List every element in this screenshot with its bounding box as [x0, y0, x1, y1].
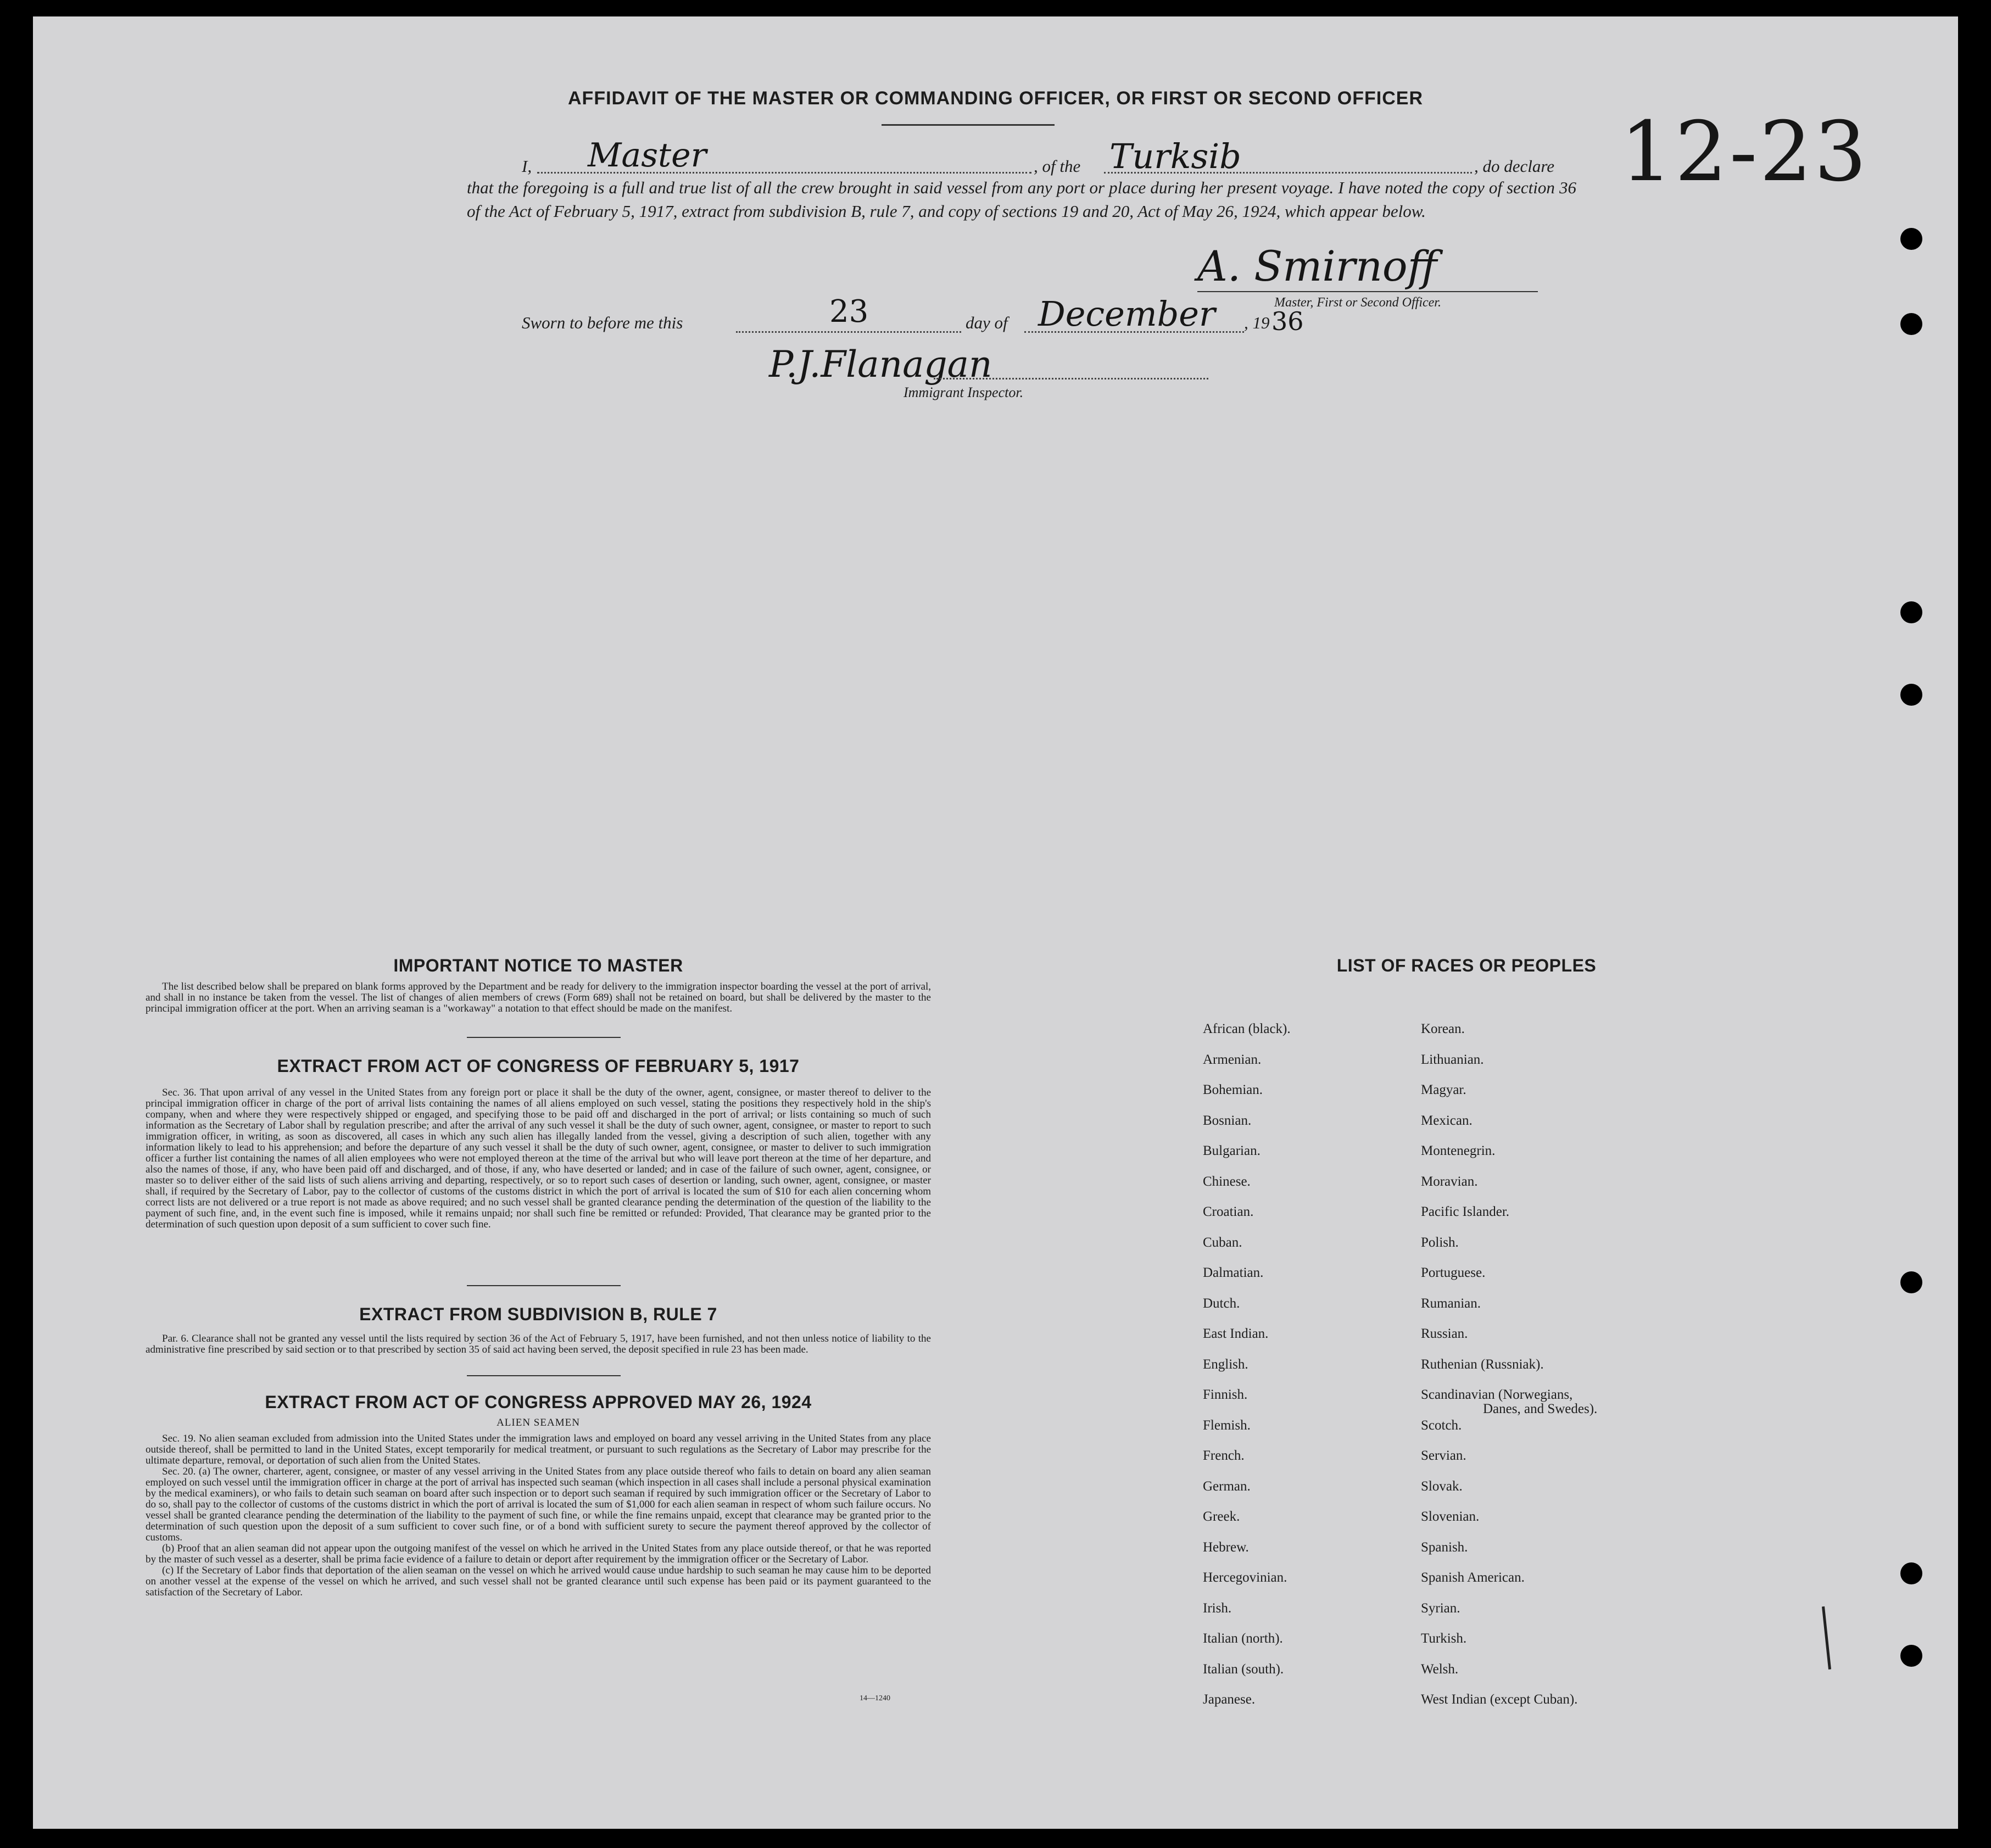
- extract-1917-rule: [467, 1285, 621, 1286]
- binder-hole: [1900, 1645, 1922, 1667]
- alien-seamen-subtitle: ALIEN SEAMEN: [497, 1417, 580, 1428]
- notice-rule: [467, 1037, 621, 1038]
- race-item: Magyar.: [1421, 1082, 1466, 1097]
- race-item: French.: [1203, 1448, 1245, 1463]
- race-item: Flemish.: [1203, 1417, 1251, 1433]
- race-item: German.: [1203, 1478, 1251, 1494]
- of-the-label: , of the: [1034, 157, 1081, 176]
- race-item: Italian (south).: [1203, 1661, 1284, 1677]
- race-item: West Indian (except Cuban).: [1421, 1692, 1578, 1707]
- race-item: Spanish.: [1421, 1539, 1468, 1555]
- sworn-prefix: Sworn to before me this: [522, 313, 683, 332]
- inspector-line: [934, 378, 1208, 379]
- handwritten-year: 36: [1271, 306, 1304, 336]
- race-item: Dutch.: [1203, 1296, 1240, 1311]
- binder-hole: [1900, 684, 1922, 706]
- i-label: I,: [522, 157, 532, 176]
- extract-1924-title: EXTRACT FROM ACT OF CONGRESS APPROVED MAY 26, 1924: [265, 1392, 812, 1412]
- notice-text: The list described below shall be prepared on blank forms approved by the Department and be ready for delivery to the immigration inspector boarding the vessel at the port of arrival, and shall in no instance be taken from the vessel. The list of changes of alien members of crews (Form 689) shall not be retained on board, but shall be delivered by the master to the principal immigration officer at the port. When an arriving seaman is a "workaway" a notation to that effect should be made on the manifest.: [146, 981, 931, 1014]
- race-item: African (black).: [1203, 1021, 1291, 1036]
- day-line: [736, 331, 961, 333]
- handwritten-day: 23: [829, 294, 869, 330]
- race-item: Polish.: [1421, 1235, 1459, 1250]
- notice-title: IMPORTANT NOTICE TO MASTER: [393, 956, 683, 975]
- race-item: Russian.: [1421, 1326, 1468, 1341]
- year-prefix: , 19: [1244, 313, 1270, 332]
- sec-20b: (b) Proof that an alien seaman did not appear upon the outgoing manifest of the vessel on which he arrived in the United States from any place outside thereof, or that he was reported by the master of such vessel as a deserter, shall be prima facie evidence of a failure to detain or deport after requirement by the immigration officer or the Secretary of Labor.: [146, 1543, 931, 1565]
- race-item: Scotch.: [1421, 1417, 1462, 1433]
- race-item: English.: [1203, 1356, 1248, 1372]
- sec-19: Sec. 19. No alien seaman excluded from admission into the United States under the immigration laws and employed on board any vessel arriving in the United States from any place outside thereof, shall be permitted to land in the United States, except temporarily for medical treatment, or pursuant to such regulations as the Secretary of Labor may prescribe for the ultimate departure, removal, or deportation of such alien from the United States.: [146, 1433, 931, 1466]
- race-item: Hebrew.: [1203, 1539, 1249, 1555]
- race-item: Hercegovinian.: [1203, 1570, 1287, 1585]
- race-item: Slovak.: [1421, 1478, 1463, 1494]
- race-item: Portuguese.: [1421, 1265, 1486, 1280]
- race-item: Bosnian.: [1203, 1113, 1252, 1128]
- affidavit-title: AFFIDAVIT OF THE MASTER OR COMMANDING OFFICER, OR FIRST OR SECOND OFFICER: [568, 88, 1423, 109]
- race-item: Spanish American.: [1421, 1570, 1525, 1585]
- handwritten-page-number: 12-23: [1620, 104, 1869, 200]
- race-item: Bulgarian.: [1203, 1143, 1261, 1158]
- race-item: Lithuanian.: [1421, 1052, 1484, 1067]
- binder-hole: [1900, 228, 1922, 250]
- do-declare-label: , do declare: [1474, 157, 1555, 176]
- extract-rule7-rule: [467, 1375, 621, 1376]
- race-item: Chinese.: [1203, 1174, 1251, 1189]
- handwritten-vessel: Turksib: [1109, 136, 1241, 176]
- race-item: Bohemian.: [1203, 1082, 1263, 1097]
- race-item: Armenian.: [1203, 1052, 1262, 1067]
- race-item: Japanese.: [1203, 1692, 1256, 1707]
- title-rule: [882, 124, 1055, 126]
- race-item: Scandinavian (Norwegians,: [1421, 1387, 1573, 1402]
- binder-hole: [1900, 601, 1922, 623]
- inspector-caption: Immigrant Inspector.: [904, 384, 1024, 400]
- extract-1917-title: EXTRACT FROM ACT OF CONGRESS OF FEBRUARY 5, 1917: [277, 1056, 800, 1076]
- binder-hole: [1900, 313, 1922, 335]
- pencil-mark: [1822, 1606, 1831, 1670]
- signature-line: [1197, 291, 1538, 292]
- day-of-label: day of: [966, 313, 1008, 332]
- affidavit-body: that the foregoing is a full and true list of all the crew brought in said vessel from any port or place during her present voyage. I have noted the copy of section 36 of the Act of February 5, 1917, extract from subdivision B, rule 7, and copy of sections 19 and 20, Act of May 26, 1924, which appear below.: [467, 178, 1576, 221]
- races-title: LIST OF RACES OR PEOPLES: [1336, 956, 1597, 975]
- extract-rule7-text: Par. 6. Clearance shall not be granted any vessel until the lists required by section 36 of the Act of February 5, 1917, have been furnished, and not then unless notice of liability to the administrative fine prescribed by said section or to that prescribed by section 35 of said act having been served, the deposit specified in rule 23 has been made.: [146, 1333, 931, 1355]
- extract-rule7-title: EXTRACT FROM SUBDIVISION B, RULE 7: [359, 1304, 717, 1324]
- race-item: Korean.: [1421, 1021, 1465, 1036]
- race-item: Mexican.: [1421, 1113, 1473, 1128]
- race-item: Servian.: [1421, 1448, 1466, 1463]
- race-item: Pacific Islander.: [1421, 1204, 1510, 1219]
- race-item: Slovenian.: [1421, 1509, 1480, 1524]
- race-item: Greek.: [1203, 1509, 1240, 1524]
- race-item: Cuban.: [1203, 1235, 1242, 1250]
- race-item: Ruthenian (Russniak).: [1421, 1356, 1544, 1372]
- race-item: Syrian.: [1421, 1600, 1460, 1616]
- race-item: Dalmatian.: [1203, 1265, 1264, 1280]
- document-page: [33, 16, 1958, 1829]
- inspector-signature: P.J.Flanagan: [769, 343, 992, 386]
- sec-20c: (c) If the Secretary of Labor finds that deportation of the alien seaman on the vessel on which he arrived would cause undue hardship to such seaman he may cause him to be deported on another vessel at the expense of the vessel on which he arrived, and such vessel shall not be granted clearance until such expense has been paid or its payment guaranteed to the satisfaction of the Secretary of Labor.: [146, 1565, 931, 1598]
- race-item: Finnish.: [1203, 1387, 1248, 1402]
- binder-hole: [1900, 1562, 1922, 1584]
- race-item: Rumanian.: [1421, 1296, 1481, 1311]
- race-scandinavian-continued: Danes, and Swedes).: [1483, 1402, 1598, 1416]
- handwritten-rank: Master: [588, 136, 707, 175]
- master-signature: A. Smirnoff: [1197, 242, 1437, 291]
- race-item: Turkish.: [1421, 1631, 1467, 1646]
- officer-caption: Master, First or Second Officer.: [1274, 295, 1441, 310]
- binder-hole: [1900, 1271, 1922, 1293]
- race-item: Welsh.: [1421, 1661, 1459, 1677]
- race-item: Croatian.: [1203, 1204, 1254, 1219]
- race-item: Montenegrin.: [1421, 1143, 1496, 1158]
- race-item: Irish.: [1203, 1600, 1232, 1616]
- extract-1917-text: Sec. 36. That upon arrival of any vessel in the United States from any foreign port or place it shall be the duty of the owner, agent, consignee, or master thereof to deliver to the principal immigration officer in charge of the port of arrival lists containing the names of all aliens employed on such vessel, stating the positions they respectively hold in the ship's company, when and where they were respectively shipped or engaged, and specifying those to be paid off and discharged in the port of arrival; or lists containing so much of such information as the Secretary of Labor shall by regulation prescribe; and after the arrival of any such vessel it shall be the duty of such owner, agent, consignee, or master to report to such immigration officer, in writing, as soon as discovered, all cases in which any such alien has illegally landed from the vessel, giving a description of such alien, together with any information likely to lead to his apprehension; and before the departure of any such vessel it shall be the duty of such owner, agent, consignee, or master to deliver to such immigration officer a further list containing the names of all alien employees who were not employed thereon at the time of the arrival but who will leave port thereon at the time of her departure, and also the names of those, if any, who have been paid off and discharged, and of those, if any, who have deserted or landed; and in case of the failure of such owner, agent, consignee, or master so to deliver either of the said lists of such aliens arriving and departing, respectively, or so to report such cases of desertion or landing, such owner, agent, consignee, or master shall, if required by the Secretary of Labor, pay to the collector of customs of the customs district in which the port of arrival is located the sum of $10 for each alien concerning whom correct lists are not delivered or a true report is not made as above required; and no such vessel shall be granted clearance pending the determination of the question of the liability to the payment of such fine, and, in the event such fine is imposed, while it remains unpaid; nor shall such fine be remitted or refunded: Provided, That clearance may be granted prior to the determination of such question upon deposit of a sum sufficient to cover such fine.: [146, 1087, 931, 1230]
- race-item: East Indian.: [1203, 1326, 1269, 1341]
- sec-20a: Sec. 20. (a) The owner, charterer, agent, consignee, or master of any vessel arriving in the United States from any place outside thereof who fails to detain on board any alien seaman employed on such vessel until the immigration officer in charge at the port of arrival has inspected such seaman (which inspection in all cases shall include a personal physical examination by the medical examiners), or who fails to detain such seaman on board after such inspection or to deport such seaman if required by such immigration officer or the Secretary of Labor to do so, shall pay to the collector of customs of the customs district in which the port of arrival is located the sum of $1,000 for each alien seaman in respect of whom such failure occurs. No vessel shall be granted clearance pending the determination of the liability to the payment of such fine, or while the fine remains unpaid, except that clearance may be granted prior to the determination of such question upon the deposit of a sum sufficient to cover such fine, or of a bond with sufficient surety to secure the payment thereof approved by the collector of customs.: [146, 1466, 931, 1543]
- race-item: Moravian.: [1421, 1174, 1478, 1189]
- form-number: 14—1240: [860, 1694, 890, 1702]
- extract-1924-text: [146, 1433, 931, 1691]
- race-item: Italian (north).: [1203, 1631, 1283, 1646]
- handwritten-month: December: [1038, 294, 1215, 334]
